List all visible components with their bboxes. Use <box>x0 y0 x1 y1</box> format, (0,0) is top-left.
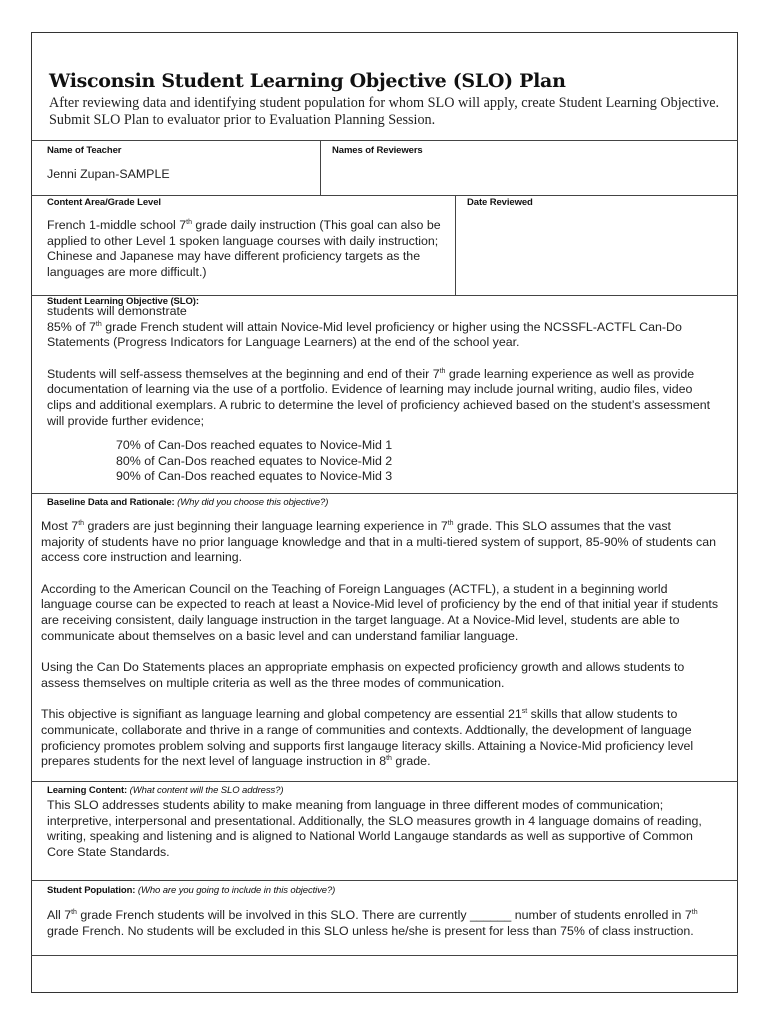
text-line <box>47 908 698 924</box>
paragraph-gap <box>41 645 718 661</box>
superscript: th <box>95 320 102 328</box>
text-line <box>47 924 698 940</box>
text-line <box>41 754 718 770</box>
text-segment: Chinese and Japanese may have different proficiency targets as the <box>47 249 421 264</box>
baseline-label <box>47 497 328 508</box>
text-line <box>41 660 718 676</box>
learning-content-label-text: Learning Content: <box>47 785 128 796</box>
text-line <box>41 535 718 551</box>
text-segment: Students will self-assess themselves at the beginning and end of their 7 <box>47 366 440 381</box>
text-segment: This SLO addresses students ability to make meaning from language in three different modes of communication; <box>47 798 664 812</box>
learning-content-label <box>47 785 283 796</box>
proficiency-level: 90% of Can-Dos reached equates to Novice-Mid 3 <box>116 469 393 484</box>
date-reviewed-label: Date Reviewed <box>467 197 533 208</box>
divider <box>31 955 738 956</box>
text-line <box>47 845 702 861</box>
divider <box>31 493 738 494</box>
divider <box>31 781 738 782</box>
text-line <box>47 234 441 250</box>
teacher-name-value[interactable]: Jenni Zupan-SAMPLE <box>47 167 170 181</box>
learning-content-hint: (What content will the SLO address?) <box>129 785 284 796</box>
paragraph-gap <box>41 566 718 582</box>
text-line <box>41 582 718 598</box>
proficiency-level: 70% of Can-Dos reached equates to Novice-Mid 1 <box>116 438 393 452</box>
text-line <box>47 414 710 430</box>
text-segment: According to the American Council on the Teaching of Foreign Languages (ACTFL), a student in a beginning world <box>41 581 668 596</box>
proficiency-level: 80% of Can-Dos reached equates to Novice-Mid 2 <box>116 453 393 468</box>
superscript: th <box>386 755 392 763</box>
baseline-label-text: Baseline Data and Rationale: <box>47 497 175 508</box>
text-segment: French 1-middle school 7 <box>47 218 187 232</box>
reviewers-value[interactable] <box>332 167 732 187</box>
paragraph-gap <box>47 351 710 367</box>
population-hint: (Who are you going to include in this objective?) <box>137 885 336 896</box>
text-segment: writing, speaking and listening and is aligned to National World Langauge standards as well as supportive of Common <box>47 829 693 844</box>
text-segment: majority of students have no prior language knowledge and that in a multi-tiered system of support, 85-90% of students can <box>41 534 716 549</box>
text-segment: grade French student will attain Novice-Mid level proficiency or higher using the NCSSFL-ACTFL Can-Do <box>101 319 682 334</box>
instruction-line: Submit SLO Plan to evaluator prior to Evaluation Planning Session. <box>49 112 436 128</box>
slo-label: Student Learning Objective (SLO): <box>47 296 199 307</box>
text-segment: clips and additional exemplars. A rubric to determine the level of proficiency achieved based on the student’s assessment <box>47 398 711 413</box>
text-segment: applied to other Level 1 spoken language courses with daily instruction; <box>47 233 439 248</box>
text-line <box>47 367 710 383</box>
superscript: th <box>691 909 698 916</box>
text-line <box>47 398 710 414</box>
text-line <box>47 304 710 320</box>
text-segment: 85% of 7 <box>47 319 96 334</box>
text-line <box>41 707 718 723</box>
slo-text <box>47 304 710 445</box>
text-segment: Using the Can Do Statements places an appropriate emphasis on expected proficiency growth and allows students to <box>41 660 685 675</box>
text-line <box>41 676 718 692</box>
date-reviewed-value[interactable] <box>467 218 727 278</box>
text-segment: This objective is signifiant as language learning and global competency are essential 21 <box>41 707 522 722</box>
text-segment: language course can be expected to reach at least a Novice-Mid level of proficiency by the end of that initial year if students <box>41 597 719 612</box>
text-line <box>41 597 718 613</box>
text-segment: interpretive, interpersonal and presentational. Additionally, the SLO measures growth in 4 language domains of reading, <box>47 813 702 828</box>
text-segment: grade. This SLO assumes that the vast <box>453 519 671 533</box>
text-segment: graders are just beginning their language learning experience in 7 <box>84 519 448 533</box>
text-segment: Core State Standards. <box>47 845 170 860</box>
reviewers-label: Names of Reviewers <box>332 145 423 156</box>
text-segment: access core instruction and learning. <box>41 550 243 565</box>
text-segment: are receiving consistent, daily language instruction in the target language. At a Novice-Mid level, students are able to <box>41 613 680 628</box>
text-line <box>41 739 718 755</box>
page-title: Wisconsin Student Learning Objective (SLO) Plan <box>49 70 566 92</box>
text-segment: grade French students will be involved in this SLO. There are currently ______ number of students enrolled in 7 <box>76 908 692 922</box>
text-segment: will provide further evidence; <box>47 413 205 428</box>
population-label-text: Student Population: <box>47 885 136 896</box>
content-area-text <box>47 218 441 281</box>
divider <box>31 880 738 881</box>
instruction-line: After reviewing data and identifying student population for whom SLO will apply, create Student Learning Objective. <box>49 95 720 111</box>
divider <box>31 195 738 196</box>
text-segment: communicate about themselves on a basic level and can understand familiar language. <box>41 628 519 643</box>
superscript: th <box>78 520 85 527</box>
text-segment: grade French. No students will be excluded in this SLO unless he/she is present for less than 75% of class instruction. <box>47 923 694 938</box>
superscript: th <box>447 520 454 527</box>
baseline-hint: (Why did you choose this objective?) <box>177 497 329 508</box>
baseline-text <box>41 519 718 770</box>
text-line <box>47 829 702 845</box>
text-line <box>41 613 718 629</box>
text-segment: All 7 <box>47 908 72 922</box>
population-text <box>47 908 698 939</box>
text-segment: grade. <box>391 754 431 769</box>
paragraph-gap <box>41 692 718 708</box>
population-label <box>47 885 335 896</box>
column-divider <box>320 141 321 195</box>
teacher-label: Name of Teacher <box>47 145 122 156</box>
text-segment: languages are more difficult.) <box>47 265 207 280</box>
text-line <box>47 798 702 814</box>
superscript: th <box>71 909 77 916</box>
text-line <box>41 723 718 739</box>
text-line <box>47 320 710 336</box>
text-segment: grade learning experience as well as provide <box>445 366 695 381</box>
text-segment: Statements (Progress Indicators for Language Learners) at the end of the school year. <box>47 335 520 350</box>
text-segment: assess themselves on multiple criteria as well as the three modes of communication. <box>41 675 505 690</box>
column-divider <box>455 196 456 295</box>
text-line <box>41 550 718 566</box>
text-line <box>47 218 441 234</box>
superscript: th <box>186 219 192 226</box>
text-segment: skills that allow students to <box>527 707 678 722</box>
text-line <box>47 814 702 830</box>
content-area-label: Content Area/Grade Level <box>47 197 161 208</box>
text-segment: grade daily instruction (This goal can also be <box>191 218 441 232</box>
text-segment: communicate, collaborate and thrive in a range of communities and contexts. Addtionally, the development of language <box>41 722 692 737</box>
text-line <box>47 382 710 398</box>
text-segment: documentation of learning via the use of a portfolio. Evidence of learning may include journal writing, audio files, video <box>47 382 693 397</box>
text-line <box>47 265 441 281</box>
text-segment: Most 7 <box>41 519 79 533</box>
page-instructions <box>49 95 719 129</box>
text-line <box>41 629 718 645</box>
superscript: st <box>521 708 528 716</box>
text-segment: students will demonstrate <box>47 304 187 318</box>
text-line <box>47 335 710 351</box>
superscript: th <box>439 367 446 375</box>
text-segment: proficiency promotes problem solving and supports first langauge literacy skills. Attaining a Novice-Mid proficiency level <box>41 738 694 753</box>
slo-proficiency-levels <box>116 438 392 485</box>
text-line <box>41 519 718 535</box>
learning-content-text <box>47 798 702 861</box>
divider <box>31 140 738 141</box>
text-line <box>47 249 441 265</box>
text-segment: prepares students for the next level of language instruction in 8 <box>41 754 387 769</box>
